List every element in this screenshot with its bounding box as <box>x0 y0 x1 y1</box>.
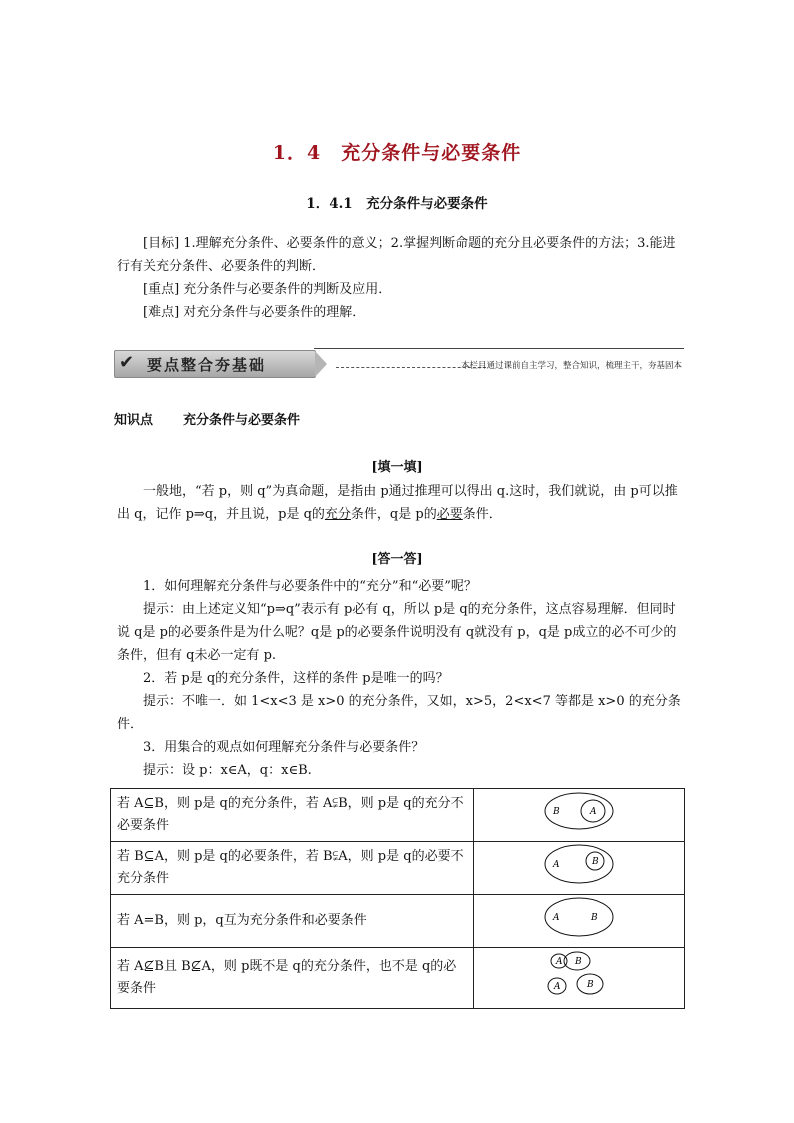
page-title: 1．4 充分条件与必要条件 <box>272 142 522 164</box>
fill-section-label: [填一填] <box>371 460 423 475</box>
venn-label: B <box>553 807 560 817</box>
blank-sufficient: 充分 <box>324 507 351 522</box>
table-cell-text: 若 A⊈B且 B⊈A，则 p既不是 q的充分条件，也不是 q的必要条件 <box>111 948 474 1009</box>
venn-label: A <box>556 957 563 967</box>
set-relation-table <box>110 788 685 1009</box>
banner-top-rule <box>314 348 684 349</box>
fill-text-before: 一般地，“若 p，则 q”为真命题，是指由 p通过推理可以得出 q.这时，我们就说，由 p可以推出 q，记作 p⇒q，并且说，p是 q的 <box>117 484 678 522</box>
venn-diagram-cell <box>474 842 685 895</box>
venn-diagram-cell <box>474 895 685 948</box>
table-row <box>111 895 685 948</box>
venn-label: A <box>553 860 560 870</box>
answer-1: 提示：由上述定义知“p⇒q”表示有 p必有 q，所以 p是 q的充分条件，这点容易理解．但同时说 q是 p的必要条件是为什么呢？q是 p的必要条件说明没有 q就没有 p，q是 p成立的必不可少的条件，但有 q未必一定有 p. <box>117 602 677 663</box>
knowledge-point-label: 知识点 <box>114 413 154 428</box>
checkmark-icon: ✔ <box>119 352 135 373</box>
banner-bar <box>114 350 316 378</box>
answer-3: 提示：设 p：x∈A，q：x∈B. <box>143 763 312 778</box>
section-subtitle: 1．4.1 充分条件与必要条件 <box>306 196 488 212</box>
venn-diagram-equal <box>539 895 619 939</box>
answer-section-label: [答一答] <box>371 552 423 567</box>
venn-label: A <box>554 982 561 992</box>
key-point: [重点] 充分条件与必要条件的判断及应用． <box>143 282 392 297</box>
table-cell-text: 若 A⊆B，则 p是 q的充分条件，若 A⫋B，则 p是 q的充分不必要条件 <box>111 789 474 842</box>
knowledge-point-heading <box>114 409 330 428</box>
question-3: 3．用集合的观点如何理解充分条件与必要条件？ <box>143 740 425 755</box>
banner-label: 要点整合夯基础 <box>147 356 267 374</box>
venn-label: B <box>587 980 594 990</box>
venn-label: B <box>575 957 582 967</box>
venn-label: A <box>590 807 597 817</box>
fill-text-mid: 条件，q是 p的 <box>350 507 437 522</box>
venn-label: B <box>591 913 598 923</box>
section-banner <box>114 350 684 378</box>
table-row <box>111 948 685 1009</box>
venn-diagram-b-in-a <box>539 842 619 886</box>
table-cell-text: 若 B⊆A，则 p是 q的必要条件，若 B⫋A，则 p是 q的必要不充分条件 <box>111 842 474 895</box>
blank-necessary: 必要 <box>436 507 463 522</box>
banner-note: 本栏目通过课前自主学习，整合知识，梳理主干，夯基固本 <box>460 361 682 371</box>
answer-2: 提示：不唯一．如 1<x<3 是 x>0 的充分条件，又如，x>5，2<x<7 等都是 x>0 的充分条件． <box>117 694 681 732</box>
table-cell-text: 若 A=B，则 p，q互为充分条件和必要条件 <box>111 895 474 948</box>
venn-diagram-a-in-b <box>539 789 619 833</box>
difficulty-point: [难点] 对充分条件与必要条件的理解． <box>143 305 366 320</box>
venn-diagram-cell <box>474 789 685 842</box>
venn-diagram-neither <box>544 948 614 1000</box>
venn-label: B <box>592 857 599 867</box>
venn-diagram-cell <box>474 948 685 1009</box>
table-row <box>111 842 685 895</box>
fill-section-text <box>117 480 682 526</box>
knowledge-point-topic: 充分条件与必要条件 <box>183 413 301 428</box>
learning-goal: [目标] 1.理解充分条件、必要条件的意义；2.掌握判断命题的充分且必要条件的方法；3.能进行有关充分条件、必要条件的判断． <box>117 236 676 274</box>
table-row <box>111 789 685 842</box>
question-1: 1．如何理解充分条件与必要条件中的“充分”和“必要”呢？ <box>143 579 477 594</box>
venn-label: A <box>553 913 560 923</box>
fill-text-after: 条件． <box>462 507 502 522</box>
answer-section-body <box>117 575 682 782</box>
question-2: 2．若 p是 q的充分条件，这样的条件 p是唯一的吗？ <box>143 671 449 686</box>
